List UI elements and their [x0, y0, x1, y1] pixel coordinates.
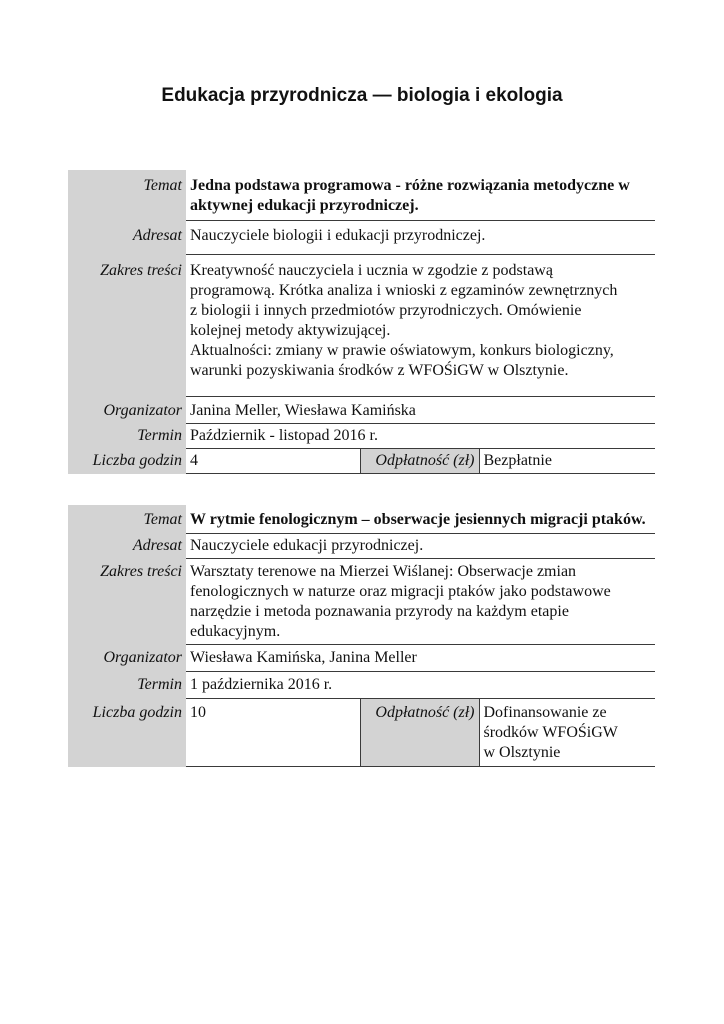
scope-line: z biologii i innych przedmiotów przyrodniczych. Omówienie	[190, 302, 582, 319]
course-hours: 10	[186, 699, 360, 767]
course-hours: 4	[186, 449, 360, 474]
scope-line: programową. Krótka analiza i wnioski z egzaminów zewnętrznych	[190, 282, 618, 299]
row-organizator	[68, 397, 655, 424]
course-topic: Jedna podstawa programowa - różne rozwiązania metodyczne w aktywnej edukacji przyrodniczej.	[186, 170, 655, 221]
course-organizer: Wiesława Kamińska, Janina Meller	[186, 645, 655, 672]
page-title: Edukacja przyrodnicza — biologia i ekologia	[161, 85, 563, 106]
course-organizer: Janina Meller, Wiesława Kamińska	[186, 397, 655, 424]
label-organizator: Organizator	[68, 645, 186, 672]
course-audience: Nauczyciele biologii i edukacji przyrodniczej.	[186, 221, 655, 255]
fee-line: Dofinansowanie ze	[483, 704, 607, 721]
scope-line: Aktualności: zmiany w prawie oświatowym, konkurs biologiczny,	[190, 342, 614, 359]
row-zakres	[68, 559, 655, 645]
course-table-2	[68, 505, 655, 767]
course-scope	[186, 255, 655, 397]
label-liczba-godzin: Liczba godzin	[68, 449, 186, 474]
scope-line: warunki pozyskiwania środków z WFOŚiGW w Olsztynie.	[190, 362, 569, 379]
course-date: 1 października 2016 r.	[186, 672, 655, 699]
row-temat	[68, 170, 655, 221]
row-termin	[68, 424, 655, 449]
course-audience: Nauczyciele edukacji przyrodniczej.	[186, 534, 655, 559]
row-godziny	[68, 449, 655, 474]
label-adresat: Adresat	[68, 221, 186, 255]
label-termin: Termin	[68, 424, 186, 449]
course-date: Październik - listopad 2016 r.	[186, 424, 655, 449]
fee-line: środków WFOŚiGW	[483, 724, 618, 741]
scope-line: edukacyjnym.	[190, 623, 281, 640]
label-liczba-godzin: Liczba godzin	[68, 699, 186, 767]
course-fee	[479, 449, 655, 474]
label-zakres: Zakres treści	[68, 559, 186, 645]
scope-line: narzędzie i metoda poznawania przyrody na każdym etapie	[190, 603, 569, 620]
row-zakres	[68, 255, 655, 397]
scope-line: Kreatywność nauczyciela i ucznia w zgodzie z podstawą	[190, 262, 553, 279]
label-organizator: Organizator	[68, 397, 186, 424]
course-scope	[186, 559, 655, 645]
fee-line: Bezpłatnie	[483, 452, 552, 469]
row-termin	[68, 672, 655, 699]
label-adresat: Adresat	[68, 534, 186, 559]
label-zakres: Zakres treści	[68, 255, 186, 397]
row-organizator	[68, 645, 655, 672]
fee-line: w Olsztynie	[483, 744, 561, 761]
label-temat: Temat	[68, 170, 186, 221]
row-temat	[68, 505, 655, 534]
label-termin: Termin	[68, 672, 186, 699]
row-adresat	[68, 221, 655, 255]
label-odplatnosc: Odpłatność (zł)	[360, 699, 479, 767]
label-odplatnosc: Odpłatność (zł)	[360, 449, 479, 474]
course-topic: W rytmie fenologicznym – obserwacje jesiennych migracji ptaków.	[186, 505, 655, 534]
course-table-1	[68, 170, 655, 474]
scope-line: fenologicznych w naturze oraz migracji ptaków jako podstawowe	[190, 583, 611, 600]
course-fee	[479, 699, 655, 767]
row-adresat	[68, 534, 655, 559]
scope-line: kolejnej metody aktywizującej.	[190, 322, 391, 339]
scope-line: Warsztaty terenowe na Mierzei Wiślanej: Obserwacje zmian	[190, 563, 577, 580]
label-temat: Temat	[68, 505, 186, 534]
row-godziny	[68, 699, 655, 767]
